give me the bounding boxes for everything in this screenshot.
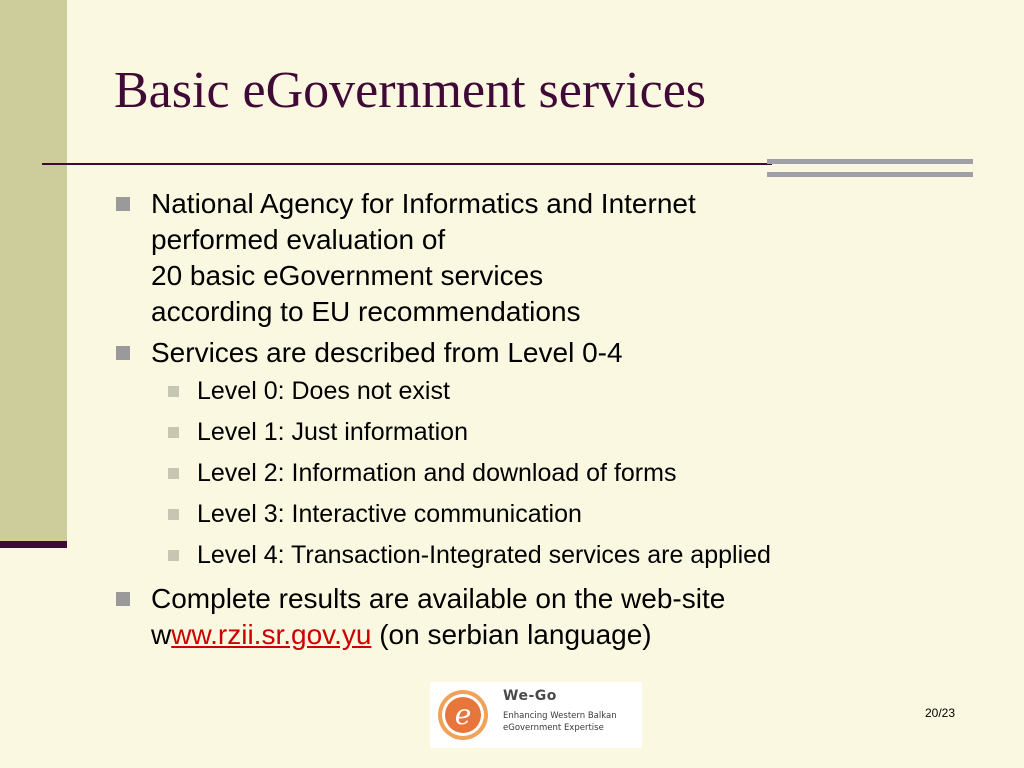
bullet-line: National Agency for Informatics and Internet xyxy=(151,188,696,219)
slide-body xyxy=(114,186,994,653)
small-square-bullet-icon xyxy=(168,468,179,479)
sub-bullet-text: Level 4: Transaction-Integrated services are applied xyxy=(197,541,771,569)
website-link[interactable]: ww.rzii.sr.gov.yu xyxy=(171,619,372,650)
link-suffix: (on serbian language) xyxy=(371,619,652,650)
side-rule xyxy=(0,541,67,548)
bullet-text: Complete results are available on the web-site xyxy=(151,583,726,614)
decor-bar-bottom xyxy=(767,172,973,177)
svg-text:e: e xyxy=(454,698,472,731)
title-underline xyxy=(42,163,772,165)
sub-bullet-level-4 xyxy=(114,535,994,576)
bullet-line: 20 basic eGovernment services xyxy=(151,260,544,291)
sub-bullet-text: Level 0: Does not exist xyxy=(197,377,450,405)
small-square-bullet-icon xyxy=(168,509,179,520)
sub-bullet-level-0 xyxy=(114,371,994,412)
sub-bullet-level-1 xyxy=(114,412,994,453)
page-number: 20/23 xyxy=(925,706,956,720)
logo-tagline xyxy=(503,710,643,734)
sub-bullet-text: Level 1: Just information xyxy=(197,418,468,446)
bullet-service-levels xyxy=(114,335,994,371)
logo-name: We-Go xyxy=(503,688,557,704)
small-square-bullet-icon xyxy=(168,427,179,438)
slide-title: Basic eGovernment services xyxy=(114,62,707,119)
bullet-line: performed evaluation of xyxy=(151,224,446,255)
square-bullet-icon xyxy=(116,592,130,606)
we-go-e-logo-icon xyxy=(437,689,489,741)
sub-bullet-text: Level 2: Information and download of forms xyxy=(197,459,677,487)
square-bullet-icon xyxy=(116,346,130,360)
sub-bullet-text: Level 3: Interactive communication xyxy=(197,500,582,528)
bullet-link-line xyxy=(151,617,994,653)
small-square-bullet-icon xyxy=(168,386,179,397)
logo-tagline-line-1: Enhancing Western Balkan xyxy=(503,711,617,721)
logo-tagline-line-2: eGovernment Expertise xyxy=(503,723,604,733)
side-band xyxy=(0,0,67,548)
bullet-line: according to EU recommendations xyxy=(151,296,581,327)
square-bullet-icon xyxy=(116,197,130,211)
decor-bar-top xyxy=(767,159,973,164)
bullet-text: Services are described from Level 0-4 xyxy=(151,337,623,368)
bullet-results-website xyxy=(114,581,994,653)
link-prefix: w xyxy=(151,619,172,650)
bullet-agency-evaluation xyxy=(114,186,994,330)
small-square-bullet-icon xyxy=(168,550,179,561)
sub-bullet-level-2 xyxy=(114,453,994,494)
we-go-logo xyxy=(430,682,642,748)
sub-bullet-level-3 xyxy=(114,494,994,535)
